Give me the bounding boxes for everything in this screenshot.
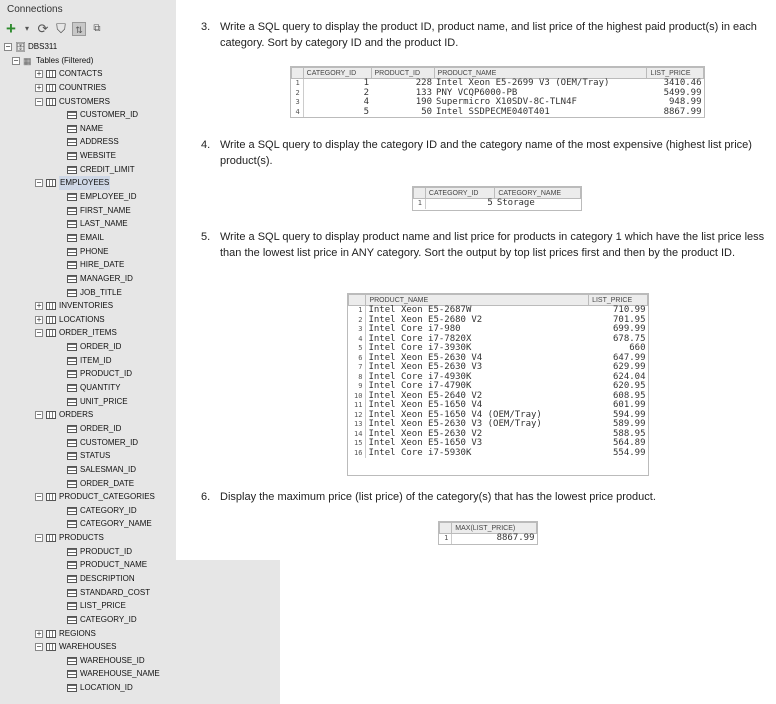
table-cell: 50: [421, 106, 433, 117]
tree-item-label: EMAIL: [80, 232, 105, 242]
tree-item[interactable]: [0, 408, 176, 422]
tree-item[interactable]: [0, 477, 176, 491]
row-number: 13: [349, 420, 366, 430]
refresh-icon[interactable]: ⟳: [37, 21, 49, 36]
tree-item-label: CATEGORY_ID: [80, 505, 137, 515]
tree-item[interactable]: [0, 367, 176, 381]
collapse-icon[interactable]: −: [5, 42, 11, 51]
row-number: 2: [349, 316, 366, 326]
table-row[interactable]: [292, 79, 704, 89]
question-number: 6.: [201, 491, 211, 503]
tree-item-label: CREDIT_LIMIT: [80, 164, 135, 174]
table-cell: 601.99: [612, 400, 646, 410]
column-icon: [67, 657, 77, 665]
table-row[interactable]: [349, 449, 648, 459]
tree-item[interactable]: [0, 422, 176, 436]
table-cell: Intel Core i7-5930K: [368, 447, 472, 458]
table-icon: [46, 179, 56, 187]
row-number: 14: [349, 430, 366, 440]
row-number: 7: [349, 363, 366, 373]
column-icon: [67, 439, 77, 447]
column-icon: [67, 425, 77, 433]
column-icon: [67, 370, 77, 378]
tree-item-label: WAREHOUSE_ID: [80, 655, 145, 665]
table-cell: 948.99: [668, 97, 702, 107]
column-header[interactable]: CATEGORY_NAME: [495, 188, 581, 199]
result-grid-q4[interactable]: [412, 186, 582, 211]
tree-item[interactable]: [0, 108, 176, 122]
column-header[interactable]: PRODUCT_ID: [371, 68, 434, 79]
column-icon: [67, 452, 77, 460]
table-cell: Intel Xeon E5-2699 V3 (OEM/Tray): [436, 78, 610, 88]
tree-item-label: ORDERS: [59, 410, 94, 420]
tree-item-label: PRODUCT_NAME: [80, 560, 148, 570]
question-number: 4.: [201, 139, 211, 151]
tree-item[interactable]: [0, 135, 176, 149]
tree-item[interactable]: [0, 449, 176, 463]
tree-item[interactable]: [0, 326, 176, 340]
table-icon: [46, 98, 56, 106]
expand-icon[interactable]: +: [36, 628, 42, 638]
column-icon: [67, 684, 77, 692]
collapse-icon[interactable]: −: [13, 55, 19, 65]
tree-item-label: QUANTITY: [80, 383, 121, 393]
column-icon: [67, 125, 77, 133]
table-cell: 1: [363, 78, 369, 88]
tree-item[interactable]: [0, 586, 176, 600]
column-icon: [67, 507, 77, 515]
column-icon: [67, 480, 77, 488]
tree-item-label: CUSTOMERS: [59, 96, 110, 106]
row-number: 4: [349, 335, 366, 345]
expand-icon[interactable]: +: [36, 314, 42, 324]
question-6: [201, 489, 771, 509]
tree-item[interactable]: [0, 231, 176, 245]
row-number: 1: [440, 534, 452, 544]
tree-item[interactable]: [0, 654, 176, 668]
result-grid-q5[interactable]: [347, 293, 649, 476]
table-icon: [46, 70, 56, 78]
column-header[interactable]: CATEGORY_ID: [303, 68, 371, 79]
filter-icon[interactable]: ⛉: [56, 21, 66, 36]
column-icon: [67, 616, 77, 624]
collapse-icon[interactable]: −: [36, 410, 42, 420]
table-cell: Intel Xeon E5-2630 V2: [368, 428, 483, 439]
tree-item-label: PHONE: [80, 246, 109, 256]
table-icon: [46, 411, 56, 419]
tree-item-label: SALESMAN_ID: [80, 464, 137, 474]
tree-item-label: MANAGER_ID: [80, 273, 133, 283]
column-header[interactable]: PRODUCT_NAME: [366, 295, 589, 306]
column-icon: [67, 138, 77, 146]
question-text: Write a SQL query to display the category ID and the category name of the most expensive (highest list price) product(s).: [220, 139, 752, 167]
tree-item[interactable]: [0, 81, 176, 95]
sort-icon[interactable]: ⇅: [72, 22, 86, 36]
table-cell: 554.99: [612, 447, 646, 458]
table-cell: Intel Xeon E5-1650 V3: [368, 438, 483, 448]
row-number: 1: [414, 199, 426, 209]
tree-item-label: STATUS: [80, 451, 111, 461]
table-cell: 5: [487, 198, 493, 208]
row-number: 5: [349, 344, 366, 354]
table-icon: [46, 329, 56, 337]
table-cell: Intel Core i7-980: [368, 324, 461, 334]
connections-panel: [0, 0, 176, 704]
tree-item[interactable]: [0, 67, 176, 81]
table-cell: Intel Xeon E5-2680 V2: [368, 314, 483, 325]
table-cell: 133: [415, 87, 433, 98]
column-header[interactable]: LIST_PRICE: [589, 295, 648, 306]
table-cell: Intel Xeon E5-2630 V3: [368, 362, 483, 372]
column-icon: [67, 111, 77, 119]
question-text: Write a SQL query to display the product ID, product name, and list price of the highest paid product(s) in each category. Sort by category ID and the product ID.: [220, 21, 757, 49]
row-number: 9: [349, 382, 366, 392]
tree-item[interactable]: [0, 531, 176, 545]
tree-item[interactable]: [0, 558, 176, 572]
table-cell: 564.89: [612, 438, 646, 448]
table-cell: 5: [363, 106, 369, 117]
column-icon: [67, 193, 77, 201]
expand-icon[interactable]: +: [36, 82, 42, 92]
tree-item-label: UNIT_PRICE: [80, 396, 128, 406]
collapse-icon[interactable]: −: [36, 178, 42, 188]
table-icon: [46, 630, 56, 638]
database-icon: 🗄: [15, 42, 27, 52]
column-icon: [67, 166, 77, 174]
table-cell: 660: [629, 343, 646, 353]
table-cell: Intel Xeon E5-2630 V4: [368, 352, 483, 363]
tree-item[interactable]: [0, 517, 176, 531]
table-cell: Intel Xeon E5-2630 V3 (OEM/Tray): [368, 419, 542, 429]
column-icon: [67, 152, 77, 160]
column-icon: [67, 289, 77, 297]
result-grid-q3[interactable]: [290, 66, 705, 118]
tree-item-label: CATEGORY_ID: [80, 614, 137, 624]
table-icon: [46, 643, 56, 651]
row-number-header: [292, 68, 304, 79]
column-icon: [67, 520, 77, 528]
tree-item-label: STANDARD_COST: [80, 587, 151, 597]
tree-item-label: EMPLOYEES: [59, 176, 110, 190]
tree-item-label: FIRST_NAME: [80, 205, 131, 215]
tree-item[interactable]: [0, 354, 176, 368]
table-cell: Intel Core i7-3930K: [368, 343, 472, 353]
row-number: 1: [349, 306, 366, 316]
column-icon: [67, 589, 77, 597]
tree-item[interactable]: [0, 217, 176, 231]
column-header[interactable]: CATEGORY_ID: [425, 188, 494, 199]
tree-item[interactable]: [0, 190, 176, 204]
tree-item-label: JOB_TITLE: [80, 287, 122, 297]
row-number: 4: [292, 108, 304, 118]
tree-item[interactable]: [0, 149, 176, 163]
tree-item-label: WEBSITE: [80, 151, 117, 161]
question-5: [201, 229, 771, 285]
row-number: 15: [349, 439, 366, 449]
column-icon: [67, 343, 77, 351]
tree-item-label: CUSTOMER_ID: [80, 437, 139, 447]
collapse-icon[interactable]: −: [36, 533, 42, 543]
row-number: 3: [292, 98, 304, 108]
panel-title: Connections: [7, 4, 63, 15]
table-cell: Intel Core i7-7820X: [368, 333, 472, 344]
table-cell: Intel SSDPECME040T401: [436, 106, 550, 117]
tree-item-label: ORDER_ITEMS: [59, 328, 117, 338]
table-icon: [46, 534, 56, 542]
column-icon: [67, 248, 77, 256]
tree-item-label: LAST_NAME: [80, 219, 128, 229]
tree-item-label: CATEGORY_NAME: [80, 519, 152, 529]
column-icon: [67, 357, 77, 365]
row-number: 11: [349, 401, 366, 411]
tree-item[interactable]: [0, 490, 176, 504]
row-number: 6: [349, 354, 366, 364]
tables-folder-icon: ▦: [23, 55, 32, 66]
table-cell: Intel Xeon E5-1650 V4: [368, 400, 483, 410]
tree-item-label: LOCATION_ID: [80, 683, 133, 693]
column-icon: [67, 275, 77, 283]
tree-item[interactable]: [0, 40, 176, 54]
tree-item-label: PRODUCT_CATEGORIES: [59, 492, 155, 502]
collapse-icon[interactable]: −: [36, 328, 42, 338]
row-number: 8: [349, 373, 366, 383]
tree-item[interactable]: [0, 258, 176, 272]
grid-header-row: [349, 295, 648, 306]
tree-item[interactable]: [0, 627, 176, 641]
table-cell: 594.99: [612, 409, 646, 420]
row-number: 16: [349, 449, 366, 459]
question-text: Write a SQL query to display product name and list price for products in category 1 which have the list price less than the lowest list price in ANY category. Sort the output by top list prices first and then by the product ID.: [220, 231, 765, 259]
question-number: 3.: [201, 21, 211, 33]
table-cell: 8867.99: [496, 533, 535, 543]
grid-header-row: [440, 523, 537, 534]
row-number-header: [349, 295, 366, 306]
table-icon: [46, 84, 56, 92]
column-header[interactable]: PRODUCT_NAME: [434, 68, 647, 79]
table-cell: Intel Xeon E5-2687W: [368, 305, 472, 315]
expand-icon[interactable]: +: [36, 301, 42, 311]
column-header[interactable]: MAX(LIST_PRICE): [452, 523, 537, 534]
tree-item-label: PRODUCTS: [59, 533, 104, 543]
collapse-icon[interactable]: −: [36, 96, 42, 106]
table-cell: 608.95: [612, 390, 646, 401]
tree-item[interactable]: [0, 204, 176, 218]
table-row[interactable]: [440, 534, 537, 544]
tree-item-label: PRODUCT_ID: [80, 546, 133, 556]
table-cell: 228: [415, 78, 433, 88]
tree-item[interactable]: [0, 299, 176, 313]
column-icon: [67, 561, 77, 569]
table-cell: Intel Core i7-4790K: [368, 381, 472, 391]
column-icon: [67, 220, 77, 228]
table-cell: Supermicro X10SDV-8C-TLN4F: [436, 97, 577, 107]
row-number: 2: [292, 89, 304, 99]
tree-item-label: NAME: [80, 123, 104, 133]
question-text: Display the maximum price (list price) of the category(s) that has the lowest price product.: [220, 491, 656, 503]
table-cell: 2: [363, 87, 369, 98]
table-cell: 647.99: [612, 352, 646, 363]
tree-item[interactable]: [0, 122, 176, 136]
row-number: 1: [292, 79, 304, 89]
tree-item[interactable]: [0, 272, 176, 286]
column-icon: [67, 548, 77, 556]
table-cell: Intel Core i7-4930K: [368, 371, 472, 382]
question-number: 5.: [201, 231, 211, 243]
column-icon: [67, 575, 77, 583]
tree-item[interactable]: [0, 545, 176, 559]
panel-overlap: [176, 560, 280, 704]
connections-toolbar: [2, 20, 176, 42]
table-cell: 8867.99: [663, 106, 702, 117]
tree-item[interactable]: [0, 463, 176, 477]
table-cell: PNY VCQP6000-PB: [436, 87, 518, 98]
tree-item[interactable]: [0, 436, 176, 450]
column-icon: [67, 466, 77, 474]
column-icon: [67, 207, 77, 215]
column-icon: [67, 384, 77, 392]
table-row[interactable]: [292, 108, 704, 118]
column-header[interactable]: LIST_PRICE: [647, 68, 704, 79]
table-cell: 678.75: [612, 333, 646, 344]
tree-item[interactable]: [0, 163, 176, 177]
table-icon: [46, 316, 56, 324]
tree-item[interactable]: [0, 599, 176, 613]
tree-item[interactable]: [0, 95, 176, 109]
collapse-icon[interactable]: −: [36, 492, 42, 502]
tree-item[interactable]: [0, 245, 176, 259]
dropdown-arrow-icon[interactable]: ▾: [24, 24, 29, 33]
table-row[interactable]: [349, 306, 648, 316]
table-icon: [46, 493, 56, 501]
tree-item-label: ORDER_ID: [80, 342, 122, 352]
tree-item-label: LOCATIONS: [59, 314, 105, 324]
table-row[interactable]: [414, 199, 581, 209]
tree-item-label: CUSTOMER_ID: [80, 110, 139, 120]
column-icon: [67, 670, 77, 678]
tree-item-label: DBS311: [28, 42, 58, 51]
tree-item-label: WAREHOUSES: [59, 642, 117, 652]
tree-item-label: LIST_PRICE: [80, 601, 126, 611]
tree-item[interactable]: [0, 286, 176, 300]
row-number: 10: [349, 392, 366, 402]
column-icon: [67, 602, 77, 610]
row-number-header: [414, 188, 426, 199]
row-number: 12: [349, 411, 366, 421]
tree-item-label: ORDER_DATE: [80, 478, 135, 488]
tree-item-label: REGIONS: [59, 628, 96, 638]
column-icon: [67, 398, 77, 406]
grid-header-row: [292, 68, 704, 79]
result-grid-q6[interactable]: [438, 521, 538, 545]
collapse-icon[interactable]: −: [36, 642, 42, 652]
table-cell: 710.99: [612, 305, 646, 315]
tree-item[interactable]: [0, 504, 176, 518]
table-cell: 4: [363, 97, 369, 107]
grid-header-row: [414, 188, 581, 199]
question-4: [201, 137, 771, 177]
tree-item-label: HIRE_DATE: [80, 260, 125, 270]
tree-item-label: Tables (Filtered): [36, 55, 94, 65]
table-cell: Intel Xeon E5-1650 V4 (OEM/Tray): [368, 409, 542, 420]
tree-item-label: INVENTORIES: [59, 301, 114, 311]
tree-item-label: ADDRESS: [80, 137, 119, 147]
tree-item[interactable]: [0, 381, 176, 395]
tree-item[interactable]: [0, 340, 176, 354]
table-cell: 190: [415, 97, 433, 107]
row-number-header: [440, 523, 452, 534]
tree-item[interactable]: [0, 54, 176, 68]
tree-item-label: COUNTRIES: [59, 82, 107, 92]
tree-item[interactable]: [0, 640, 176, 654]
tree-item[interactable]: [0, 681, 176, 695]
table-cell: 629.99: [612, 362, 646, 372]
table-cell: 620.95: [612, 381, 646, 391]
column-icon: [67, 261, 77, 269]
table-cell: 699.99: [612, 324, 646, 334]
tree-item[interactable]: [0, 313, 176, 327]
tree-item-label: CONTACTS: [59, 69, 103, 79]
tree-item[interactable]: [0, 572, 176, 586]
tree-item-label: WAREHOUSE_NAME: [80, 669, 160, 679]
tree-item[interactable]: [0, 176, 176, 190]
table-icon: [46, 302, 56, 310]
schema-browser-icon[interactable]: ⧉: [93, 23, 101, 34]
table-cell: Intel Xeon E5-2640 V2: [368, 390, 483, 401]
table-cell: 701.95: [612, 314, 646, 325]
tree-item-label: PRODUCT_ID: [80, 369, 133, 379]
table-cell: 589.99: [612, 419, 646, 429]
table-cell: Storage: [496, 198, 535, 208]
table-cell: 588.95: [612, 428, 646, 439]
tree-item-label: DESCRIPTION: [80, 573, 135, 583]
expand-icon[interactable]: +: [36, 69, 42, 79]
tree-item[interactable]: [0, 613, 176, 627]
table-cell: 624.04: [612, 371, 646, 382]
table-cell: 3410.46: [663, 78, 702, 88]
tree-item-label: EMPLOYEE_ID: [80, 192, 137, 202]
tree-item-label: ITEM_ID: [80, 355, 112, 365]
column-icon: [67, 234, 77, 242]
connections-tree: [0, 40, 176, 695]
tree-item[interactable]: [0, 395, 176, 409]
row-number: 3: [349, 325, 366, 335]
tree-item-label: ORDER_ID: [80, 423, 122, 433]
table-cell: 5499.99: [663, 87, 702, 98]
tree-item[interactable]: [0, 667, 176, 681]
add-connection-icon[interactable]: +: [6, 19, 16, 38]
